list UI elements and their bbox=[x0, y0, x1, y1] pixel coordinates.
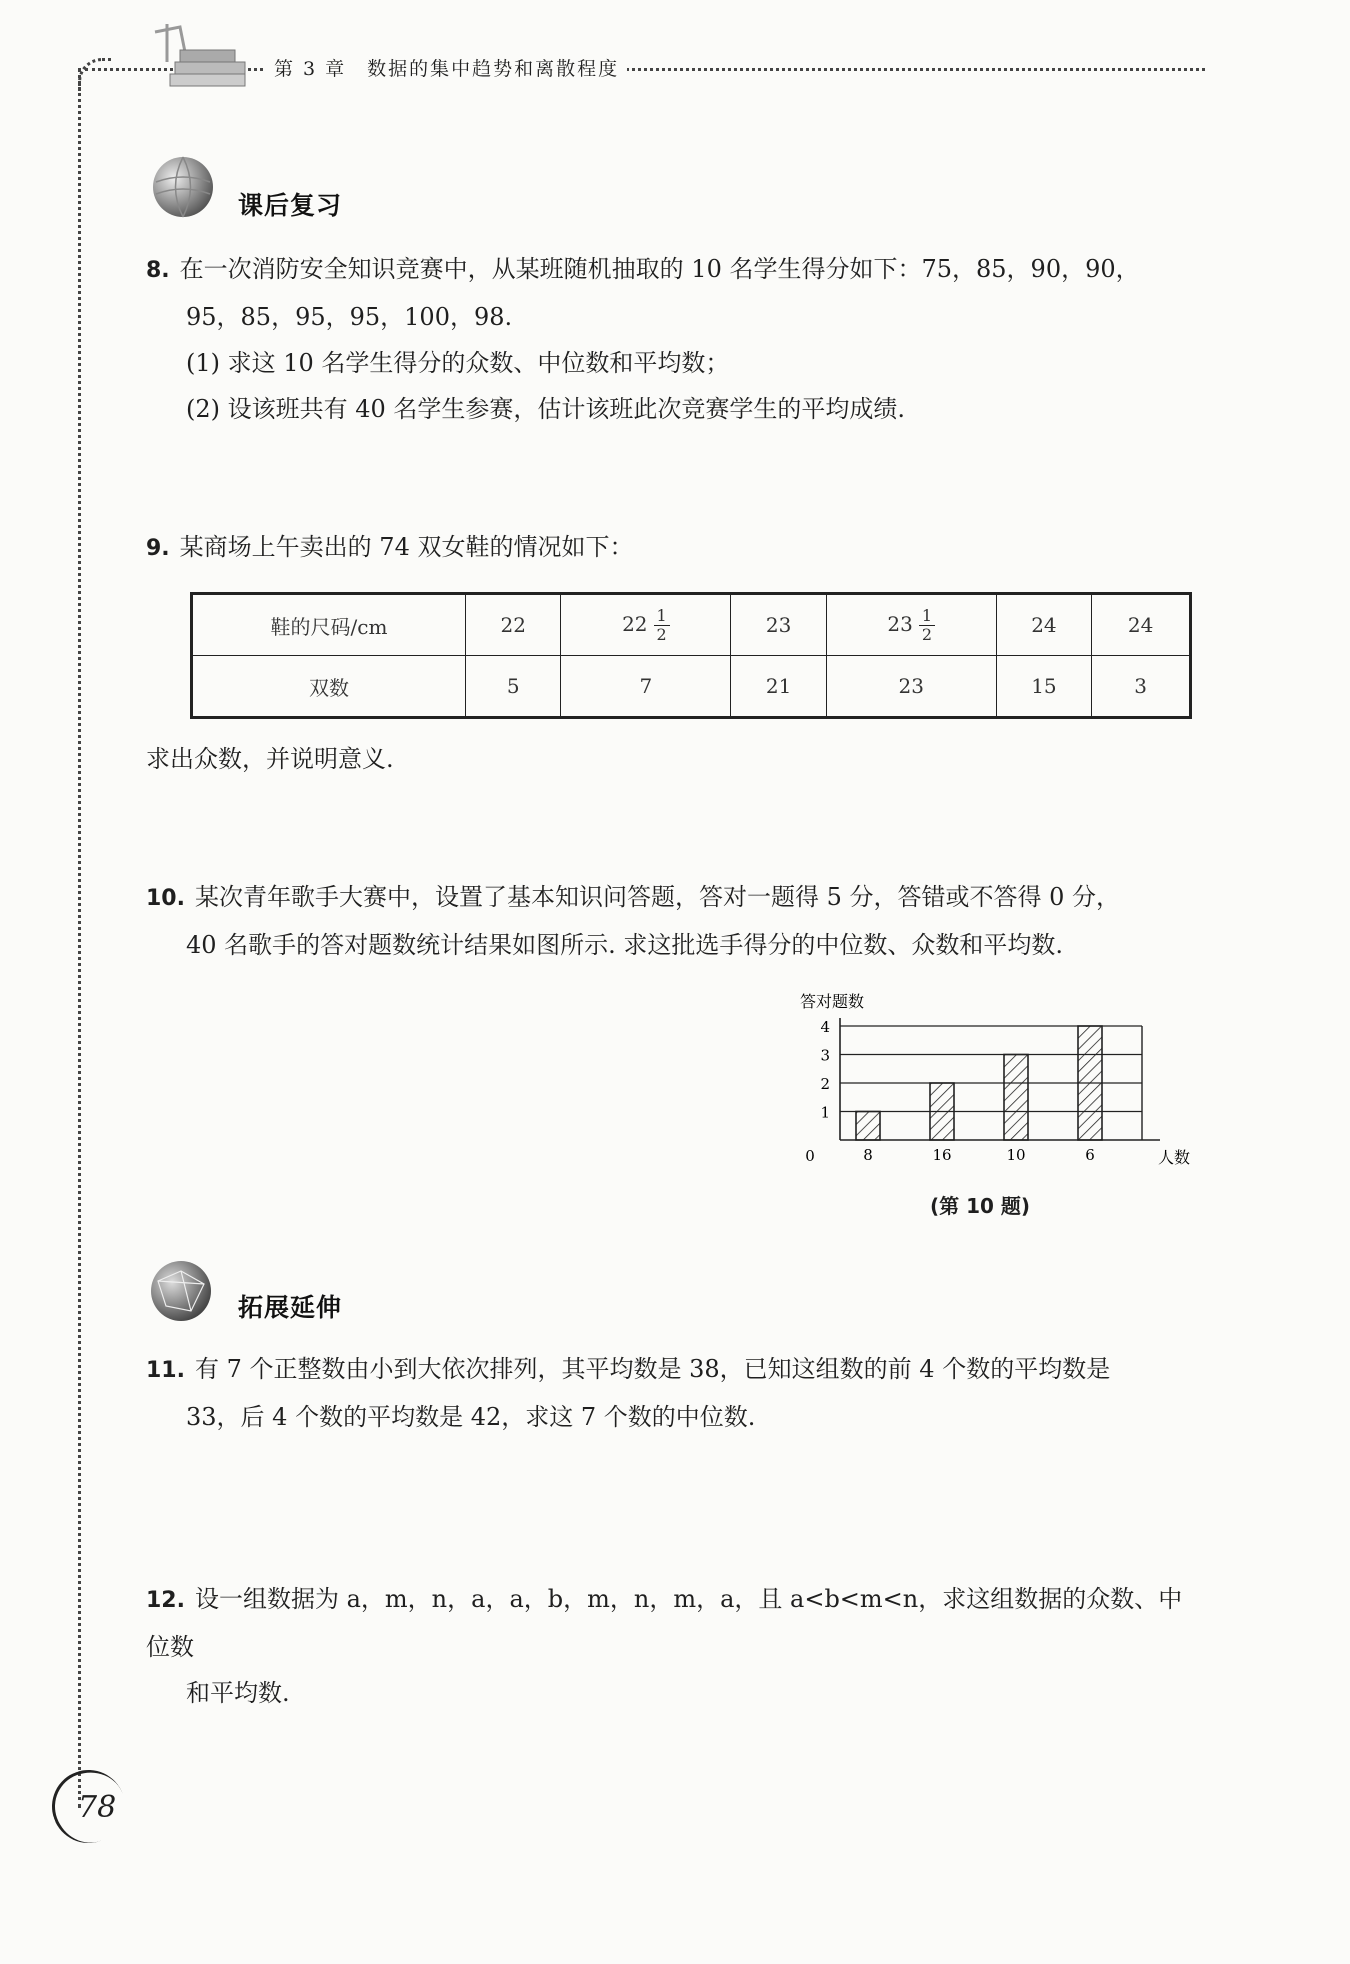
table-cell: 22 $\frac{1}{2}$ bbox=[561, 594, 731, 656]
question-number: 9. bbox=[146, 536, 170, 561]
question-text: 95，85，95，95，100，98. bbox=[186, 303, 513, 331]
question-8 bbox=[146, 246, 1206, 432]
table-cell: 24 bbox=[1092, 594, 1191, 656]
question-text: 求出众数，并说明意义. bbox=[146, 745, 394, 773]
chart-bar bbox=[1078, 1026, 1102, 1140]
page-number: 78 bbox=[78, 1790, 117, 1825]
fraction: $\frac{1}{2}$ bbox=[919, 607, 935, 644]
chart-bar bbox=[930, 1083, 954, 1140]
question-part: (2) 设该班共有 40 名学生参赛，估计该班此次竞赛学生的平均成绩. bbox=[186, 395, 906, 423]
question-number: 11. bbox=[146, 1358, 185, 1383]
table-cell: 23 $\frac{1}{2}$ bbox=[826, 594, 996, 656]
question-9 bbox=[146, 524, 1206, 572]
question-text: 在一次消防安全知识竞赛中，从某班随机抽取的 10 名学生得分如下：75，85，90，90， bbox=[179, 255, 1140, 283]
question-text: 某商场上午卖出的 74 双女鞋的情况如下： bbox=[179, 533, 634, 561]
chart-caption: (第 10 题) bbox=[930, 1194, 1031, 1218]
question-10 bbox=[146, 874, 1206, 968]
chart-grid bbox=[840, 1018, 1160, 1140]
chart-x-tick-label: 8 bbox=[863, 1146, 873, 1164]
books-logo-icon bbox=[145, 22, 255, 102]
chart-y-tick-label: 2 bbox=[820, 1075, 830, 1093]
fraction: $\frac{1}{2}$ bbox=[654, 607, 670, 644]
question-9-ask bbox=[146, 736, 1206, 782]
section-title-review: 课后复习 bbox=[238, 191, 343, 220]
chart-bar bbox=[856, 1112, 880, 1141]
globe-network-icon bbox=[146, 1256, 216, 1326]
table-cell: 23 bbox=[826, 656, 996, 718]
question-text: 40 名歌手的答对题数统计结果如图所示. 求这批选手得分的中位数、众数和平均数. bbox=[186, 931, 1064, 959]
globe-icon bbox=[148, 152, 218, 222]
header-corner bbox=[78, 58, 111, 91]
margin-dotted-line bbox=[78, 68, 81, 1808]
table-row bbox=[192, 656, 1191, 718]
table-cell: 22 bbox=[466, 594, 561, 656]
table-header-cell: 双数 bbox=[192, 656, 466, 718]
table-cell: 23 bbox=[731, 594, 826, 656]
question-text: 某次青年歌手大赛中，设置了基本知识问答题，答对一题得 5 分，答错或不答得 0 分， bbox=[194, 883, 1121, 911]
chart-y-tick-label: 1 bbox=[820, 1103, 830, 1122]
question-text: 和平均数. bbox=[186, 1679, 290, 1707]
question-text: 设一组数据为 a，m，n，a，a，b，m，n，m，a，且 a<b<m<n，求这组数据的众数、中位数 bbox=[146, 1585, 1183, 1661]
table-header-cell: 鞋的尺码/cm bbox=[192, 594, 466, 656]
chart-ylabel: 答对题数 bbox=[800, 992, 865, 1011]
question-number: 10. bbox=[146, 886, 185, 911]
question-text: 33，后 4 个数的平均数是 42，求这 7 个数的中位数. bbox=[186, 1403, 756, 1431]
question-12 bbox=[146, 1576, 1206, 1716]
chart-x-tick-label: 6 bbox=[1085, 1146, 1095, 1164]
question-part: (1) 求这 10 名学生得分的众数、中位数和平均数； bbox=[186, 349, 730, 377]
chart-y-tick-label: 3 bbox=[820, 1046, 830, 1065]
question-11 bbox=[146, 1346, 1206, 1440]
bar-chart bbox=[780, 985, 1200, 1190]
chart-x-tick-label: 16 bbox=[932, 1146, 952, 1164]
chart-y-tick-label: 4 bbox=[820, 1018, 830, 1036]
table-cell: 3 bbox=[1092, 656, 1191, 718]
chart-xlabel: 人数 bbox=[1158, 1148, 1191, 1167]
question-text: 有 7 个正整数由小到大依次排列，其平均数是 38，已知这组数的前 4 个数的平均数是 bbox=[194, 1355, 1111, 1383]
question-number: 12. bbox=[146, 1588, 185, 1613]
question-number: 8. bbox=[146, 258, 170, 283]
table-cell: 15 bbox=[996, 656, 1091, 718]
shoe-size-table bbox=[190, 592, 1192, 719]
chart-x-tick-label: 10 bbox=[1006, 1146, 1026, 1164]
table-cell: 5 bbox=[466, 656, 561, 718]
chapter-header: 第 3 章 数据的集中趋势和离散程度 bbox=[266, 54, 627, 81]
table-cell: 24 bbox=[996, 594, 1091, 656]
table-row bbox=[192, 594, 1191, 656]
chart-origin-label: 0 bbox=[805, 1147, 815, 1165]
table-cell: 21 bbox=[731, 656, 826, 718]
table-cell: 7 bbox=[561, 656, 731, 718]
chart-bar bbox=[1004, 1055, 1028, 1141]
section-title-extension: 拓展延伸 bbox=[238, 1293, 343, 1322]
